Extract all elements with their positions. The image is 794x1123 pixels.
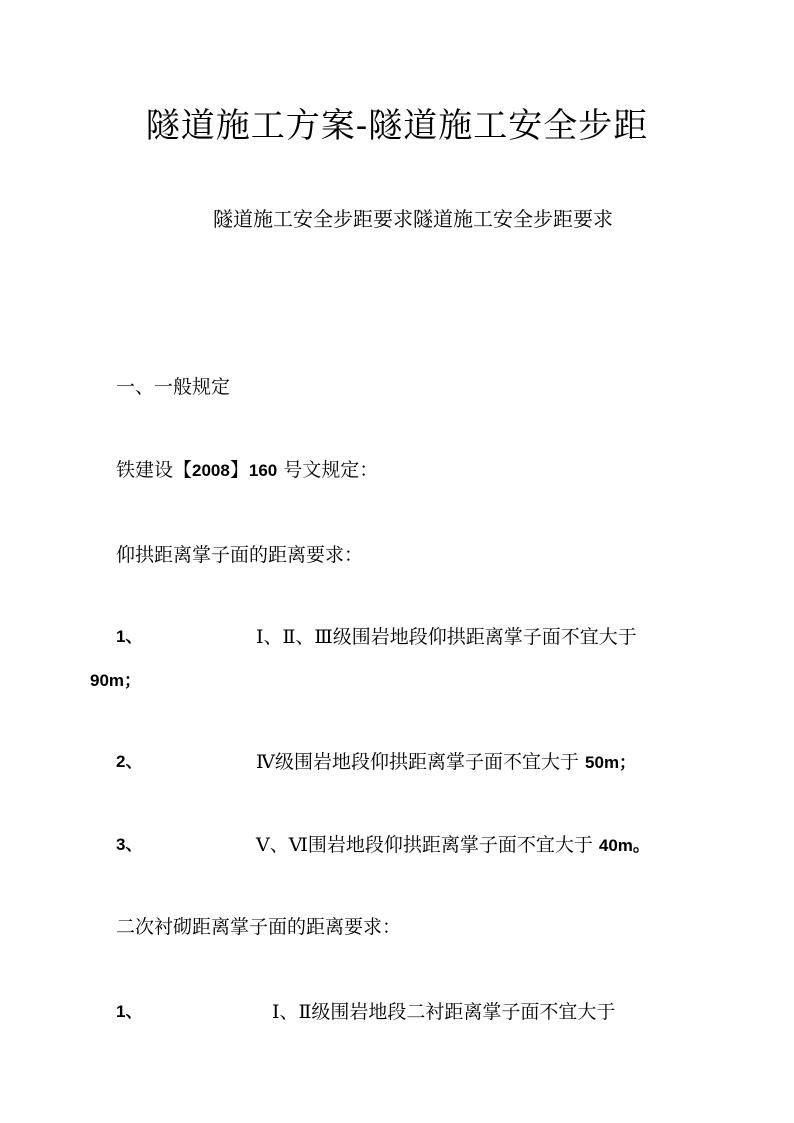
invert-item-2-line (256, 747, 636, 778)
invert-item-1-number: 1、 (116, 627, 143, 646)
lining-requirement-heading: 二次衬砌距离掌子面的距离要求： (116, 916, 402, 938)
regulation-prefix: 铁建设【 (116, 459, 193, 481)
invert-item-2-text: Ⅳ级围岩地段仰拱距离掌子面不宜大于 (256, 751, 586, 773)
invert-item-3-line (256, 830, 650, 861)
regulation-line (116, 455, 378, 486)
invert-item-3-value: 40m。 (598, 836, 650, 855)
regulation-suffix: 号文规定： (277, 459, 379, 481)
document-title: 隧道施工方案-隧道施工安全步距 (145, 106, 649, 146)
invert-item-2-value: 50m； (585, 753, 637, 772)
regulation-bracket: 】 (229, 459, 249, 481)
invert-item-3-text: Ⅴ、Ⅵ围岩地段仰拱距离掌子面不宜大于 (256, 834, 599, 856)
invert-item-3-number: 3、 (116, 835, 143, 854)
document-subtitle: 隧道施工安全步距要求隧道施工安全步距要求 (213, 207, 613, 231)
regulation-number: 160 (248, 461, 278, 480)
regulation-year: 2008 (192, 461, 230, 480)
invert-requirement-heading: 仰拱距离掌子面的距离要求： (116, 544, 364, 566)
section-heading: 一、一般规定 (116, 376, 231, 398)
invert-item-1-continuation: 90m； (90, 671, 142, 690)
invert-item-1-text: Ⅰ、Ⅱ、Ⅲ级围岩地段仰拱距离掌子面不宜大于 (256, 626, 637, 648)
invert-item-2-number: 2、 (116, 752, 143, 771)
lining-item-1-text: Ⅰ、Ⅱ级围岩地段二衬距离掌子面不宜大于 (272, 1001, 616, 1023)
lining-item-1-number: 1、 (116, 1002, 143, 1021)
